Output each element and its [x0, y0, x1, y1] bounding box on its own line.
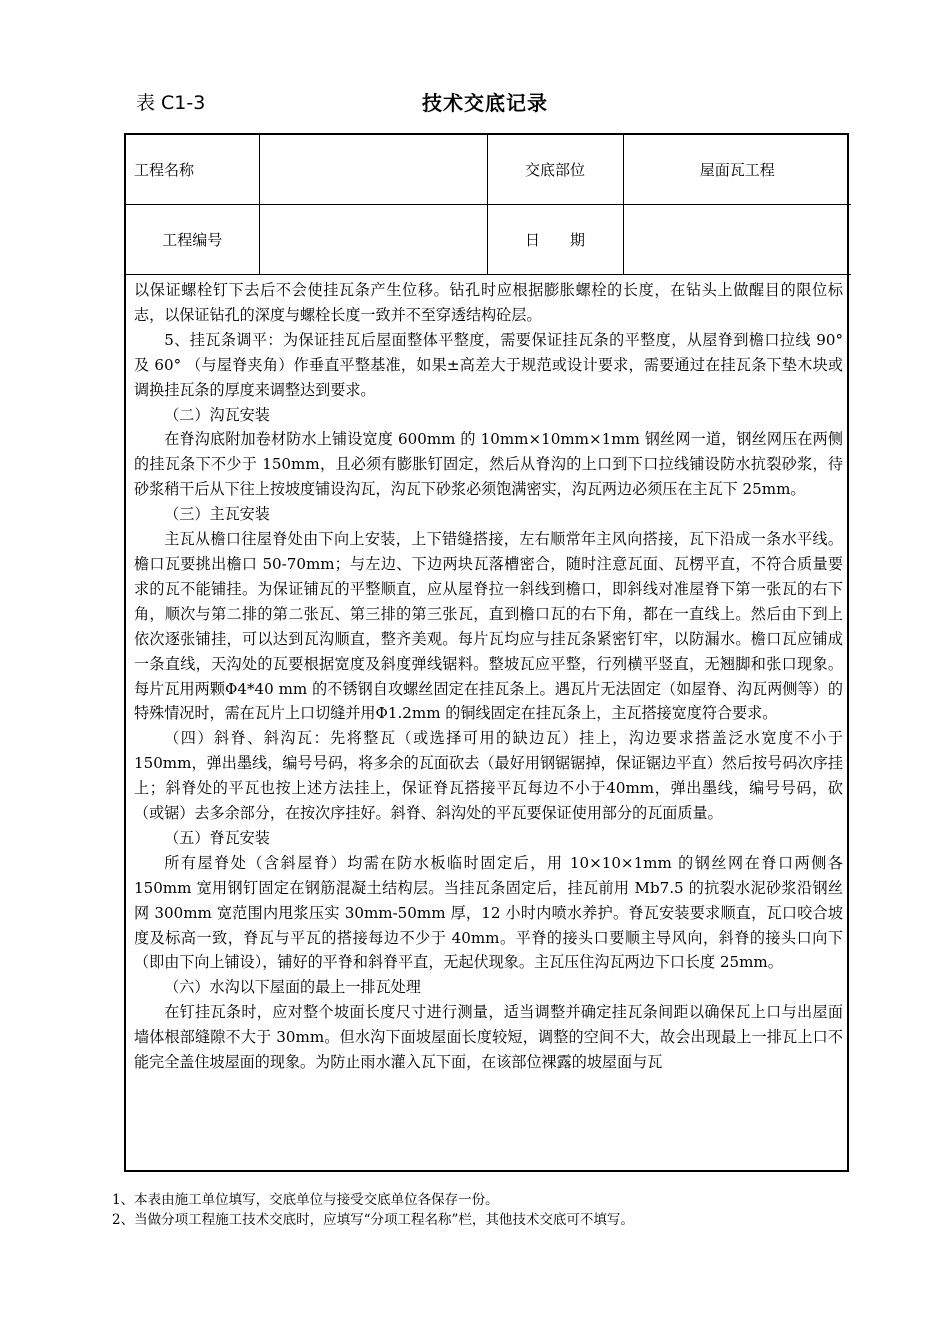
footnotes	[112, 1190, 634, 1230]
paragraph: 在脊沟底附加卷材防水上铺设宽度 600mm 的 10mm×10mm×1mm 钢丝网一道，钢丝网压在两侧的挂瓦条下不少于 150mm，且必须有膨胀钉固定，然后从脊沟的上口到下口拉线铺设防水抗裂砂浆，待砂浆稍干后从下往上按坡度铺设沟瓦，沟瓦下砂浆必须饱满密实，沟瓦两边必须压在主瓦下 25mm。	[134, 430, 843, 499]
paragraph: 在钉挂瓦条时，应对整个坡面长度尺寸进行测量，适当调整并确定挂瓦条间距以确保瓦上口与出屋面墙体根部缝隙不大于 30mm。但水沟下面坡屋面长度较短，调整的空间不大，故会出现最上一排瓦上口不能完全盖住坡屋面的现象。为防止雨水灌入瓦下面，在该部位裸露的坡屋面与瓦	[134, 1003, 843, 1072]
footnote: 2、当做分项工程施工技术交底时，应填写“分项工程名称”栏，其他技术交底可不填写。	[112, 1212, 634, 1228]
project-name-label: 工程名称	[126, 135, 259, 205]
paragraph: （四）斜脊、斜沟瓦：先将整瓦（或选择可用的缺边瓦）挂上，沟边要求搭盖泛水宽度不小于 150mm，弹出墨线，编号号码，将多余的瓦面砍去（最好用钢锯锯掉，保证锯边平直）然后按号码次序挂上；斜脊处的平瓦也按上述方法挂上，保证脊瓦搭接平瓦每边不小于40mm，弹出墨线，编号号码，砍（或锯）去多余部分，在按次序挂好。斜脊、斜沟处的平瓦要保证使用部分的瓦面质量。	[134, 729, 843, 823]
handover-part-label: 交底部位	[487, 135, 623, 205]
handover-part-value[interactable]: 屋面瓦工程	[623, 135, 851, 205]
paragraph: 主瓦从檐口往屋脊处由下向上安装，上下错缝搭接，左右顺常年主风向搭接，瓦下沿成一条水平线。檐口瓦要挑出檐口 50-70mm；与左边、下边两块瓦落槽密合，随时注意瓦面、瓦楞平直，不符合质量要求的瓦不能铺挂。为保证铺瓦的平整顺直，应从屋脊拉一斜线到檐口，即斜线对准屋脊下第一张瓦的右下角，顺次与第二排的第二张瓦、第三排的第三张瓦，直到檐口瓦的右下角，都在一直线上。然后由下到上依次逐张铺挂，可以达到瓦沟顺直，整齐美观。每片瓦均应与挂瓦条紧密钉牢，以防漏水。檐口瓦应铺成一条直线，天沟处的瓦要根据宽度及斜度弹线锯料。整坡瓦应平整，行列横平竖直，无翘脚和张口现象。每片瓦用两颗Φ4*40 mm 的不锈钢自攻螺丝固定在挂瓦条上。遇瓦片无法固定（如屋脊、沟瓦两侧等）的特殊情况时，需在瓦片上口切缝并用Φ1.2mm 的铜线固定在挂瓦条上，主瓦搭接宽度符合要求。	[134, 530, 843, 723]
date-value[interactable]	[623, 205, 851, 275]
form-code: 表 C1-3	[136, 92, 206, 114]
section-heading: （二）沟瓦安装	[164, 405, 270, 424]
date-label: 日 期	[487, 205, 623, 275]
project-no-label: 工程编号	[126, 205, 259, 275]
paragraph: 5、挂瓦条调平：为保证挂瓦后屋面整体平整度，需要保证挂瓦条的平整度，从屋脊到檐口拉线 90° 及 60° （与屋脊夹角）作垂直平整基准，如果±高差大于规范或设计要求，需要通过在挂瓦条下垫木块或调换挂瓦条的厚度来调整达到要求。	[134, 330, 843, 399]
project-name-value[interactable]	[259, 135, 487, 205]
paragraph: 以保证螺栓钉下去后不会使挂瓦条产生位移。钻孔时应根据膨胀螺栓的长度，在钻头上做醒目的限位标志，以保证钻孔的深度与螺栓长度一致并不至穿透结构砼层。	[134, 281, 843, 324]
header-row-2	[126, 205, 851, 275]
document-title: 技术交底记录	[422, 91, 548, 115]
record-sheet	[124, 133, 849, 1172]
section-heading: （六）水沟以下屋面的最上一排瓦处理	[164, 978, 421, 997]
header-row-1	[126, 135, 851, 205]
project-no-value[interactable]	[259, 205, 487, 275]
section-heading: （五）脊瓦安装	[164, 828, 270, 847]
footnote: 1、本表由施工单位填写，交底单位与接受交底单位各保存一份。	[112, 1192, 499, 1208]
section-heading: （三）主瓦安装	[164, 505, 270, 524]
handover-content	[126, 275, 847, 1075]
header-table	[126, 135, 851, 275]
paragraph: 所有屋脊处（含斜屋脊）均需在防水板临时固定后，用 10×10×1mm 的钢丝网在脊口两侧各 150mm 宽用钢钉固定在钢筋混凝土结构层。当挂瓦条固定后，挂瓦前用 Mb7.5 的抗裂水泥砂浆沿钢丝网 300mm 宽范围内甩浆压实 30mm-50mm 厚，12 小时内喷水养护。脊瓦安装要求顺直，瓦口咬合坡度及标高一致，脊瓦与平瓦的搭接每边不少于 40mm。平脊的接头口要顺主导风向，斜脊的接头口向下（即由下向上铺设），铺好的平脊和斜脊平直，无起伏现象。主瓦压住沟瓦两边下口长度 25mm。	[134, 853, 843, 972]
